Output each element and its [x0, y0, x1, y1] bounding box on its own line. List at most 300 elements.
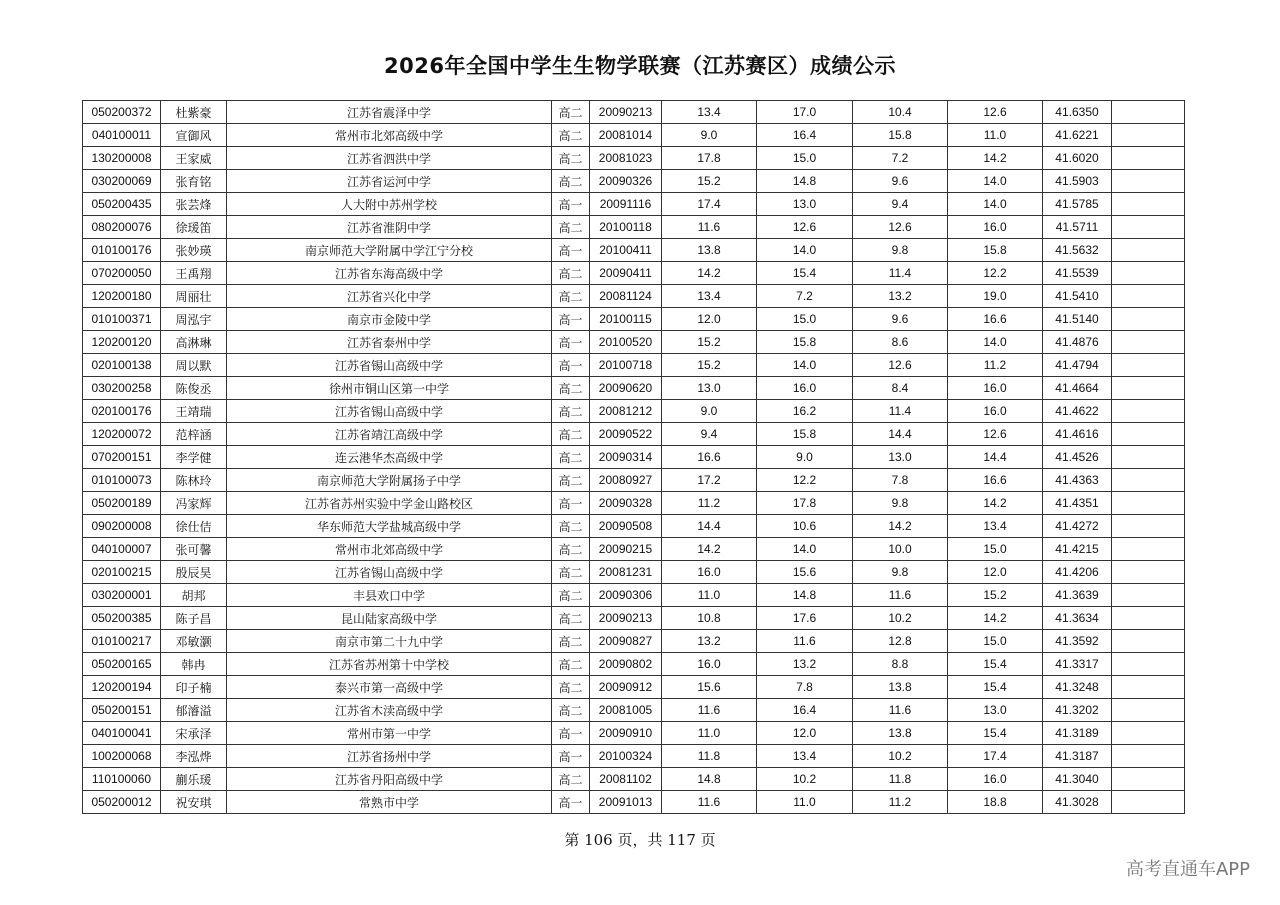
score-2-cell: 13.2 — [757, 653, 853, 676]
student-id-cell: 050200435 — [83, 193, 161, 216]
remark-cell — [1112, 515, 1185, 538]
student-name-cell: 王禹翔 — [161, 262, 227, 285]
score-1-cell: 15.2 — [662, 354, 757, 377]
school-name-cell: 徐州市铜山区第一中学 — [227, 377, 552, 400]
score-3-cell: 7.8 — [853, 469, 948, 492]
score-4-cell: 15.8 — [948, 239, 1043, 262]
table-row — [83, 193, 1185, 216]
grade-cell: 高一 — [552, 791, 590, 814]
total-score-cell: 41.4526 — [1043, 446, 1112, 469]
student-name-cell: 周丽壮 — [161, 285, 227, 308]
student-name-cell: 徐仕佶 — [161, 515, 227, 538]
total-score-cell: 41.6350 — [1043, 101, 1112, 124]
score-3-cell: 9.8 — [853, 239, 948, 262]
score-2-cell: 14.0 — [757, 354, 853, 377]
birth-date-cell: 20091116 — [590, 193, 662, 216]
birth-date-cell: 20090326 — [590, 170, 662, 193]
student-id-cell: 050200165 — [83, 653, 161, 676]
score-4-cell: 14.0 — [948, 170, 1043, 193]
grade-cell: 高二 — [552, 584, 590, 607]
remark-cell — [1112, 538, 1185, 561]
total-score-cell: 41.3202 — [1043, 699, 1112, 722]
score-2-cell: 16.2 — [757, 400, 853, 423]
remark-cell — [1112, 676, 1185, 699]
score-4-cell: 15.0 — [948, 538, 1043, 561]
score-3-cell: 12.6 — [853, 216, 948, 239]
student-id-cell: 070200151 — [83, 446, 161, 469]
total-score-cell: 41.3040 — [1043, 768, 1112, 791]
student-id-cell: 040100011 — [83, 124, 161, 147]
table-row — [83, 285, 1185, 308]
table-row — [83, 515, 1185, 538]
score-2-cell: 11.0 — [757, 791, 853, 814]
remark-cell — [1112, 768, 1185, 791]
score-3-cell: 11.8 — [853, 768, 948, 791]
score-3-cell: 8.4 — [853, 377, 948, 400]
score-4-cell: 15.2 — [948, 584, 1043, 607]
score-3-cell: 10.2 — [853, 607, 948, 630]
birth-date-cell: 20100411 — [590, 239, 662, 262]
birth-date-cell: 20090827 — [590, 630, 662, 653]
score-4-cell: 14.2 — [948, 492, 1043, 515]
score-4-cell: 15.0 — [948, 630, 1043, 653]
score-1-cell: 17.2 — [662, 469, 757, 492]
school-name-cell: 江苏省扬州中学 — [227, 745, 552, 768]
student-name-cell: 陈子昌 — [161, 607, 227, 630]
total-score-cell: 41.4622 — [1043, 400, 1112, 423]
grade-cell: 高二 — [552, 469, 590, 492]
score-4-cell: 16.0 — [948, 768, 1043, 791]
student-name-cell: 陈林玲 — [161, 469, 227, 492]
score-2-cell: 15.0 — [757, 308, 853, 331]
table-row — [83, 308, 1185, 331]
remark-cell — [1112, 285, 1185, 308]
score-2-cell: 13.0 — [757, 193, 853, 216]
grade-cell: 高二 — [552, 515, 590, 538]
score-1-cell: 17.4 — [662, 193, 757, 216]
school-name-cell: 丰县欢口中学 — [227, 584, 552, 607]
grade-cell: 高二 — [552, 561, 590, 584]
table-row — [83, 653, 1185, 676]
table-row — [83, 400, 1185, 423]
score-4-cell: 14.2 — [948, 607, 1043, 630]
score-3-cell: 9.8 — [853, 561, 948, 584]
score-4-cell: 14.2 — [948, 147, 1043, 170]
school-name-cell: 江苏省靖江高级中学 — [227, 423, 552, 446]
remark-cell — [1112, 216, 1185, 239]
birth-date-cell: 20090215 — [590, 538, 662, 561]
remark-cell — [1112, 239, 1185, 262]
school-name-cell: 连云港华杰高级中学 — [227, 446, 552, 469]
student-id-cell: 090200008 — [83, 515, 161, 538]
total-score-cell: 41.3248 — [1043, 676, 1112, 699]
student-id-cell: 030200001 — [83, 584, 161, 607]
table-row — [83, 216, 1185, 239]
grade-cell: 高二 — [552, 101, 590, 124]
total-score-cell: 41.5903 — [1043, 170, 1112, 193]
student-id-cell: 010100073 — [83, 469, 161, 492]
birth-date-cell: 20090912 — [590, 676, 662, 699]
score-3-cell: 12.8 — [853, 630, 948, 653]
total-score-cell: 41.3634 — [1043, 607, 1112, 630]
total-score-cell: 41.4664 — [1043, 377, 1112, 400]
student-name-cell: 蒯乐瑗 — [161, 768, 227, 791]
score-1-cell: 11.6 — [662, 699, 757, 722]
school-name-cell: 江苏省苏州第十中学校 — [227, 653, 552, 676]
table-row — [83, 630, 1185, 653]
score-1-cell: 10.8 — [662, 607, 757, 630]
remark-cell — [1112, 584, 1185, 607]
total-score-cell: 41.5140 — [1043, 308, 1112, 331]
score-2-cell: 12.6 — [757, 216, 853, 239]
score-2-cell: 15.8 — [757, 331, 853, 354]
school-name-cell: 人大附中苏州学校 — [227, 193, 552, 216]
grade-cell: 高一 — [552, 354, 590, 377]
score-1-cell: 13.4 — [662, 101, 757, 124]
birth-date-cell: 20081231 — [590, 561, 662, 584]
student-id-cell: 020100215 — [83, 561, 161, 584]
score-2-cell: 15.4 — [757, 262, 853, 285]
total-score-cell: 41.3189 — [1043, 722, 1112, 745]
student-id-cell: 120200120 — [83, 331, 161, 354]
grade-cell: 高一 — [552, 745, 590, 768]
school-name-cell: 江苏省兴化中学 — [227, 285, 552, 308]
student-id-cell: 050200151 — [83, 699, 161, 722]
grade-cell: 高一 — [552, 722, 590, 745]
remark-cell — [1112, 492, 1185, 515]
score-1-cell: 15.6 — [662, 676, 757, 699]
school-name-cell: 江苏省锡山高级中学 — [227, 354, 552, 377]
score-2-cell: 12.2 — [757, 469, 853, 492]
score-3-cell: 10.4 — [853, 101, 948, 124]
table-row — [83, 722, 1185, 745]
school-name-cell: 常熟市中学 — [227, 791, 552, 814]
remark-cell — [1112, 262, 1185, 285]
student-name-cell: 杜紫豪 — [161, 101, 227, 124]
student-id-cell: 050200385 — [83, 607, 161, 630]
table-row — [83, 377, 1185, 400]
total-score-cell: 41.4616 — [1043, 423, 1112, 446]
student-name-cell: 陈俊丞 — [161, 377, 227, 400]
student-name-cell: 范梓涵 — [161, 423, 227, 446]
student-name-cell: 王家威 — [161, 147, 227, 170]
score-4-cell: 19.0 — [948, 285, 1043, 308]
score-3-cell: 11.6 — [853, 699, 948, 722]
score-3-cell: 8.6 — [853, 331, 948, 354]
score-1-cell: 9.0 — [662, 124, 757, 147]
table-row — [83, 423, 1185, 446]
school-name-cell: 江苏省泗洪中学 — [227, 147, 552, 170]
student-name-cell: 徐瑗笛 — [161, 216, 227, 239]
student-id-cell: 030200258 — [83, 377, 161, 400]
birth-date-cell: 20090522 — [590, 423, 662, 446]
student-id-cell: 110100060 — [83, 768, 161, 791]
score-4-cell: 13.4 — [948, 515, 1043, 538]
remark-cell — [1112, 653, 1185, 676]
score-1-cell: 14.4 — [662, 515, 757, 538]
score-3-cell: 9.6 — [853, 308, 948, 331]
score-4-cell: 12.6 — [948, 423, 1043, 446]
student-name-cell: 张妙瑛 — [161, 239, 227, 262]
birth-date-cell: 20090213 — [590, 607, 662, 630]
birth-date-cell: 20090306 — [590, 584, 662, 607]
score-3-cell: 14.4 — [853, 423, 948, 446]
school-name-cell: 常州市北郊高级中学 — [227, 538, 552, 561]
remark-cell — [1112, 308, 1185, 331]
score-2-cell: 14.8 — [757, 584, 853, 607]
score-3-cell: 9.6 — [853, 170, 948, 193]
score-4-cell: 16.0 — [948, 377, 1043, 400]
score-4-cell: 12.0 — [948, 561, 1043, 584]
school-name-cell: 江苏省泰州中学 — [227, 331, 552, 354]
grade-cell: 高二 — [552, 699, 590, 722]
student-name-cell: 周泓宇 — [161, 308, 227, 331]
table-row — [83, 538, 1185, 561]
score-2-cell: 16.4 — [757, 699, 853, 722]
remark-cell — [1112, 377, 1185, 400]
student-name-cell: 张芸烽 — [161, 193, 227, 216]
score-4-cell: 15.4 — [948, 653, 1043, 676]
student-id-cell: 120200194 — [83, 676, 161, 699]
page-number: 第 106 页，共 117 页 — [564, 831, 716, 849]
birth-date-cell: 20081014 — [590, 124, 662, 147]
grade-cell: 高一 — [552, 492, 590, 515]
student-id-cell: 020100176 — [83, 400, 161, 423]
table-row — [83, 561, 1185, 584]
school-name-cell: 昆山陆家高级中学 — [227, 607, 552, 630]
score-3-cell: 9.4 — [853, 193, 948, 216]
score-1-cell: 11.0 — [662, 584, 757, 607]
score-2-cell: 9.0 — [757, 446, 853, 469]
grade-cell: 高一 — [552, 239, 590, 262]
total-score-cell: 41.6221 — [1043, 124, 1112, 147]
student-id-cell: 020100138 — [83, 354, 161, 377]
table-row — [83, 469, 1185, 492]
student-name-cell: 邓敏灏 — [161, 630, 227, 653]
table-row — [83, 492, 1185, 515]
birth-date-cell: 20100718 — [590, 354, 662, 377]
score-1-cell: 9.0 — [662, 400, 757, 423]
remark-cell — [1112, 400, 1185, 423]
remark-cell — [1112, 607, 1185, 630]
score-3-cell: 11.6 — [853, 584, 948, 607]
school-name-cell: 江苏省丹阳高级中学 — [227, 768, 552, 791]
student-name-cell: 宋承泽 — [161, 722, 227, 745]
total-score-cell: 41.5711 — [1043, 216, 1112, 239]
table-row — [83, 239, 1185, 262]
total-score-cell: 41.3317 — [1043, 653, 1112, 676]
score-4-cell: 16.0 — [948, 216, 1043, 239]
score-3-cell: 11.2 — [853, 791, 948, 814]
score-3-cell: 7.2 — [853, 147, 948, 170]
score-1-cell: 16.6 — [662, 446, 757, 469]
score-3-cell: 13.8 — [853, 676, 948, 699]
score-4-cell: 15.4 — [948, 722, 1043, 745]
table-row — [83, 446, 1185, 469]
school-name-cell: 南京师范大学附属中学江宁分校 — [227, 239, 552, 262]
score-3-cell: 9.8 — [853, 492, 948, 515]
student-id-cell: 050200372 — [83, 101, 161, 124]
student-id-cell: 130200008 — [83, 147, 161, 170]
table-row — [83, 101, 1185, 124]
score-2-cell: 14.8 — [757, 170, 853, 193]
score-4-cell: 17.4 — [948, 745, 1043, 768]
score-3-cell: 13.8 — [853, 722, 948, 745]
birth-date-cell: 20100520 — [590, 331, 662, 354]
score-3-cell: 10.2 — [853, 745, 948, 768]
grade-cell: 高二 — [552, 630, 590, 653]
score-1-cell: 11.6 — [662, 791, 757, 814]
remark-cell — [1112, 791, 1185, 814]
grade-cell: 高二 — [552, 285, 590, 308]
birth-date-cell: 20100324 — [590, 745, 662, 768]
student-id-cell: 010100176 — [83, 239, 161, 262]
score-2-cell: 15.6 — [757, 561, 853, 584]
remark-cell — [1112, 147, 1185, 170]
score-4-cell: 13.0 — [948, 699, 1043, 722]
score-4-cell: 14.0 — [948, 331, 1043, 354]
score-4-cell: 12.6 — [948, 101, 1043, 124]
birth-date-cell: 20090411 — [590, 262, 662, 285]
birth-date-cell: 20081102 — [590, 768, 662, 791]
table-row — [83, 331, 1185, 354]
birth-date-cell: 20090910 — [590, 722, 662, 745]
student-id-cell: 100200068 — [83, 745, 161, 768]
grade-cell: 高二 — [552, 262, 590, 285]
score-1-cell: 13.2 — [662, 630, 757, 653]
score-1-cell: 9.4 — [662, 423, 757, 446]
remark-cell — [1112, 423, 1185, 446]
total-score-cell: 41.5410 — [1043, 285, 1112, 308]
student-id-cell: 120200072 — [83, 423, 161, 446]
score-3-cell: 11.4 — [853, 400, 948, 423]
student-name-cell: 宣御风 — [161, 124, 227, 147]
score-1-cell: 16.0 — [662, 561, 757, 584]
school-name-cell: 江苏省锡山高级中学 — [227, 561, 552, 584]
grade-cell: 高二 — [552, 676, 590, 699]
student-name-cell: 周以默 — [161, 354, 227, 377]
remark-cell — [1112, 101, 1185, 124]
student-name-cell: 郁濬溢 — [161, 699, 227, 722]
score-2-cell: 15.0 — [757, 147, 853, 170]
student-id-cell: 010100217 — [83, 630, 161, 653]
score-4-cell: 11.0 — [948, 124, 1043, 147]
total-score-cell: 41.5539 — [1043, 262, 1112, 285]
student-id-cell: 030200069 — [83, 170, 161, 193]
remark-cell — [1112, 469, 1185, 492]
remark-cell — [1112, 745, 1185, 768]
total-score-cell: 41.3187 — [1043, 745, 1112, 768]
score-3-cell: 14.2 — [853, 515, 948, 538]
score-4-cell: 16.6 — [948, 308, 1043, 331]
score-1-cell: 11.8 — [662, 745, 757, 768]
student-name-cell: 冯家辉 — [161, 492, 227, 515]
student-id-cell: 050200012 — [83, 791, 161, 814]
total-score-cell: 41.6020 — [1043, 147, 1112, 170]
birth-date-cell: 20081023 — [590, 147, 662, 170]
remark-cell — [1112, 170, 1185, 193]
total-score-cell: 41.3639 — [1043, 584, 1112, 607]
total-score-cell: 41.5785 — [1043, 193, 1112, 216]
score-table — [82, 100, 1185, 814]
grade-cell: 高一 — [552, 331, 590, 354]
total-score-cell: 41.3028 — [1043, 791, 1112, 814]
birth-date-cell: 20100118 — [590, 216, 662, 239]
school-name-cell: 江苏省运河中学 — [227, 170, 552, 193]
total-score-cell: 41.4272 — [1043, 515, 1112, 538]
total-score-cell: 41.4351 — [1043, 492, 1112, 515]
birth-date-cell: 20090620 — [590, 377, 662, 400]
score-1-cell: 15.2 — [662, 331, 757, 354]
grade-cell: 高二 — [552, 423, 590, 446]
student-name-cell: 王靖瑞 — [161, 400, 227, 423]
remark-cell — [1112, 630, 1185, 653]
remark-cell — [1112, 561, 1185, 584]
school-name-cell: 常州市第一中学 — [227, 722, 552, 745]
school-name-cell: 江苏省淮阴中学 — [227, 216, 552, 239]
school-name-cell: 江苏省木渎高级中学 — [227, 699, 552, 722]
remark-cell — [1112, 193, 1185, 216]
score-4-cell: 18.8 — [948, 791, 1043, 814]
student-id-cell: 040100041 — [83, 722, 161, 745]
score-3-cell: 11.4 — [853, 262, 948, 285]
score-4-cell: 14.0 — [948, 193, 1043, 216]
remark-cell — [1112, 124, 1185, 147]
score-1-cell: 14.8 — [662, 768, 757, 791]
total-score-cell: 41.4215 — [1043, 538, 1112, 561]
total-score-cell: 41.4363 — [1043, 469, 1112, 492]
school-name-cell: 江苏省震泽中学 — [227, 101, 552, 124]
table-row — [83, 745, 1185, 768]
total-score-cell: 41.4206 — [1043, 561, 1112, 584]
score-2-cell: 14.0 — [757, 239, 853, 262]
score-3-cell: 15.8 — [853, 124, 948, 147]
score-1-cell: 13.0 — [662, 377, 757, 400]
table-row — [83, 699, 1185, 722]
score-4-cell: 15.4 — [948, 676, 1043, 699]
birth-date-cell: 20080927 — [590, 469, 662, 492]
score-2-cell: 17.0 — [757, 101, 853, 124]
birth-date-cell: 20090802 — [590, 653, 662, 676]
score-2-cell: 17.8 — [757, 492, 853, 515]
school-name-cell: 南京师范大学附属扬子中学 — [227, 469, 552, 492]
score-2-cell: 7.8 — [757, 676, 853, 699]
student-id-cell: 050200189 — [83, 492, 161, 515]
birth-date-cell: 20081005 — [590, 699, 662, 722]
student-name-cell: 韩冉 — [161, 653, 227, 676]
score-1-cell: 15.2 — [662, 170, 757, 193]
score-2-cell: 11.6 — [757, 630, 853, 653]
table-row — [83, 607, 1185, 630]
school-name-cell: 泰兴市第一高级中学 — [227, 676, 552, 699]
student-name-cell: 高淋琳 — [161, 331, 227, 354]
student-name-cell: 李泓烨 — [161, 745, 227, 768]
student-name-cell: 祝安琪 — [161, 791, 227, 814]
birth-date-cell: 20090508 — [590, 515, 662, 538]
score-4-cell: 16.0 — [948, 400, 1043, 423]
score-3-cell: 13.2 — [853, 285, 948, 308]
student-name-cell: 殷辰昊 — [161, 561, 227, 584]
student-id-cell: 120200180 — [83, 285, 161, 308]
grade-cell: 高二 — [552, 607, 590, 630]
grade-cell: 高二 — [552, 446, 590, 469]
grade-cell: 高二 — [552, 216, 590, 239]
birth-date-cell: 20090328 — [590, 492, 662, 515]
birth-date-cell: 20091013 — [590, 791, 662, 814]
grade-cell: 高二 — [552, 400, 590, 423]
score-1-cell: 11.6 — [662, 216, 757, 239]
total-score-cell: 41.4876 — [1043, 331, 1112, 354]
